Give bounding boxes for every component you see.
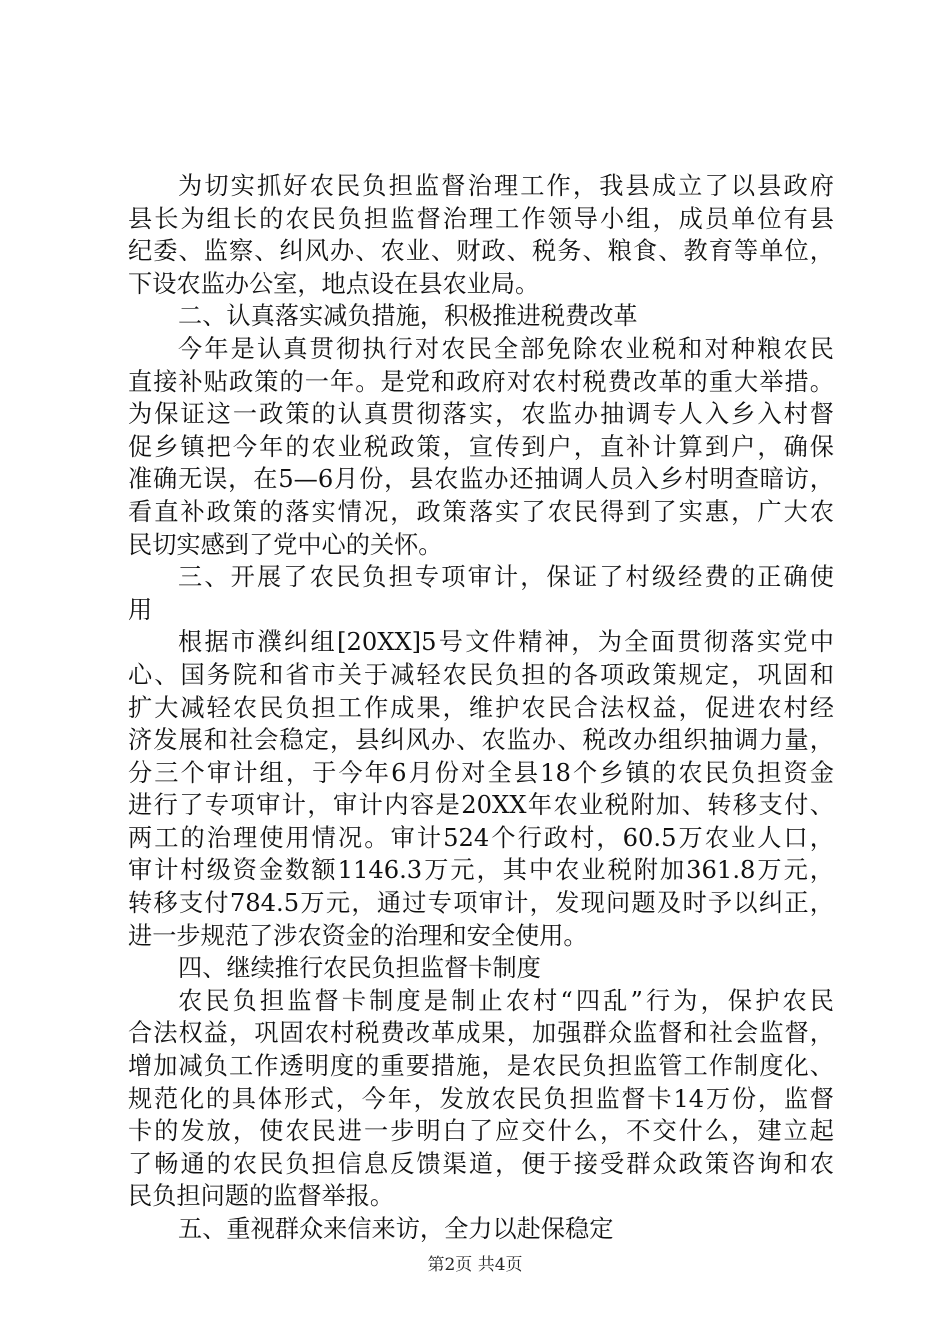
paragraph-line: 两工的治理使用情况。审计524个行政村，60.5万农业人口，: [128, 823, 834, 852]
paragraph-line: 下设农监办公室，地点设在县农业局。: [128, 269, 540, 298]
body-text: [128, 170, 834, 1246]
paragraph-line: 扩大减轻农民负担工作成果，维护农民合法权益，促进农村经: [128, 693, 834, 722]
paragraph-line: 分三个审计组，于今年6月份对全县18个乡镇的农民负担资金: [128, 758, 834, 787]
paragraph-line: 民负担问题的监督举报。: [128, 1182, 395, 1211]
paragraph-line: 县长为组长的农民负担监督治理工作领导小组，成员单位有县: [128, 204, 834, 233]
paragraph-line: 准确无误，在5—6月份，县农监办还抽调人员入乡村明查暗访，: [128, 465, 834, 494]
paragraph-line: 卡的发放，使农民进一步明白了应交什么，不交什么，建立起: [128, 1117, 834, 1146]
section-heading: 四、继续推行农民负担监督卡制度: [178, 954, 541, 983]
paragraph-line: 根据市濮纠组[20XX]5号文件精神，为全面贯彻落实党中: [178, 628, 834, 657]
paragraph-line: 农民负担监督卡制度是制止农村“四乱”行为，保护农民: [178, 986, 834, 1015]
paragraph-line: 进一步规范了涉农资金的治理和安全使用。: [128, 921, 588, 950]
paragraph-line: 今年是认真贯彻执行对农民全部免除农业税和对种粮农民: [178, 334, 834, 363]
paragraph-line: 了畅通的农民负担信息反馈渠道，便于接受群众政策咨询和农: [128, 1149, 834, 1178]
paragraph-line: 看直补政策的落实情况，政策落实了农民得到了实惠，广大农: [128, 497, 834, 526]
paragraph-line: 进行了专项审计，审计内容是20XX年农业税附加、转移支付、: [128, 791, 834, 820]
paragraph-line: 审计村级资金数额1146.3万元，其中农业税附加361.8万元，: [128, 856, 834, 885]
section-heading: 二、认真落实减负措施，积极推进税费改革: [178, 302, 638, 331]
paragraph-line: 为保证这一政策的认真贯彻落实，农监办抽调专人入乡入村督: [128, 400, 834, 429]
paragraph-line: 转移支付784.5万元，通过专项审计，发现问题及时予以纠正，: [128, 889, 834, 918]
paragraph-line: 直接补贴政策的一年。是党和政府对农村税费改革的重大举措。: [128, 367, 834, 396]
paragraph-line: 规范化的具体形式，今年，发放农民负担监督卡14万份，监督: [128, 1084, 834, 1113]
paragraph-line: 民切实感到了党中心的关怀。: [128, 530, 443, 559]
paragraph-line: 增加减负工作透明度的重要措施，是农民负担监管工作制度化、: [128, 1052, 834, 1081]
paragraph-line: 心、国务院和省市关于减轻农民负担的各项政策规定，巩固和: [128, 660, 834, 689]
section-heading: 五、重视群众来信来访，全力以赴保稳定: [178, 1215, 614, 1243]
paragraph-line: 为切实抓好农民负担监督治理工作，我县成立了以县政府: [178, 172, 834, 200]
section-heading: 三、开展了农民负担专项审计，保证了村级经费的正确使: [178, 563, 834, 592]
paragraph-line: 济发展和社会稳定，县纠风办、农监办、税改办组织抽调力量，: [128, 726, 834, 755]
section-heading: 用: [128, 595, 153, 624]
paragraph-line: 合法权益，巩固农村税费改革成果，加强群众监督和社会监督，: [128, 1019, 834, 1048]
page-number-label: 第2页 共4页: [427, 1255, 523, 1275]
page-footer: [0, 1254, 950, 1276]
paragraph-line: 促乡镇把今年的农业税政策，宣传到户，直补计算到户，确保: [128, 432, 834, 461]
paragraph-line: 纪委、监察、纠风办、农业、财政、税务、粮食、教育等单位，: [128, 237, 834, 266]
